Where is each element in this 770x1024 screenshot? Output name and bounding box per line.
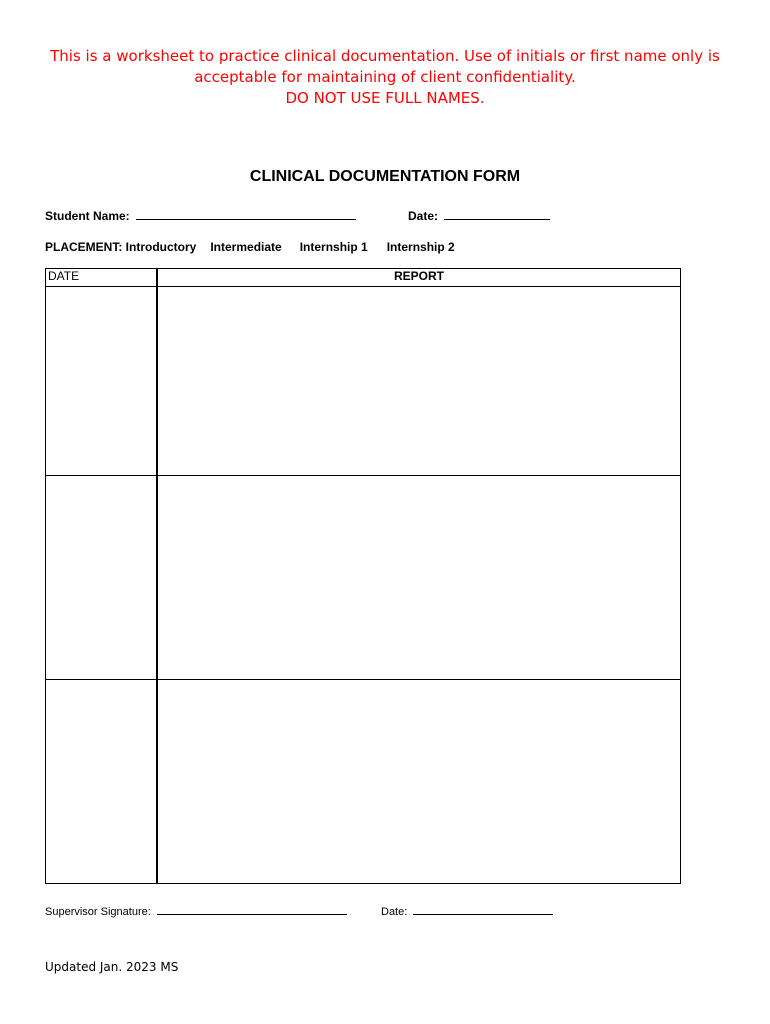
date-cell[interactable] xyxy=(46,476,158,680)
table-row xyxy=(46,287,681,476)
supervisor-signature-label: Supervisor Signature: xyxy=(45,906,151,918)
table-header-row xyxy=(46,269,681,287)
supervisor-signature-field[interactable] xyxy=(157,904,347,915)
signature-date-row xyxy=(381,904,553,918)
signature-date-field[interactable] xyxy=(413,904,553,915)
date-cell[interactable] xyxy=(46,680,158,884)
student-name-field[interactable] xyxy=(136,209,356,220)
date-row xyxy=(408,209,550,223)
updated-footer: Updated Jan. 2023 MS xyxy=(45,960,179,974)
table-row xyxy=(46,476,681,680)
date-label: Date: xyxy=(408,209,439,223)
signature-date-label: Date: xyxy=(381,906,408,918)
form-title: CLINICAL DOCUMENTATION FORM xyxy=(249,168,521,185)
student-name-row xyxy=(45,209,356,223)
placement-internship-1[interactable]: Internship 1 xyxy=(299,240,368,254)
notice-line-3: DO NOT USE FULL NAMES. xyxy=(285,89,485,107)
placement-intermediate[interactable]: Intermediate xyxy=(210,240,282,254)
report-column-header: REPORT xyxy=(157,269,681,287)
report-cell[interactable] xyxy=(157,476,681,680)
student-name-label: Student Name: xyxy=(45,209,130,223)
notice-line-2: acceptable for maintaining of client confidentiality. xyxy=(194,68,576,86)
report-table xyxy=(45,268,681,884)
placement-introductory[interactable]: PLACEMENT: Introductory xyxy=(45,240,197,254)
report-cell[interactable] xyxy=(157,287,681,476)
placement-internship-2[interactable]: Internship 2 xyxy=(386,240,455,254)
confidentiality-notice xyxy=(0,46,770,109)
table-row xyxy=(46,680,681,884)
report-cell[interactable] xyxy=(157,680,681,884)
date-field[interactable] xyxy=(444,209,550,220)
date-column-header: DATE xyxy=(46,269,158,287)
date-cell[interactable] xyxy=(46,287,158,476)
notice-line-1: This is a worksheet to practice clinical documentation. Use of initials or first name only is xyxy=(50,47,720,65)
placement-row xyxy=(45,240,455,254)
supervisor-signature-row xyxy=(45,904,347,918)
